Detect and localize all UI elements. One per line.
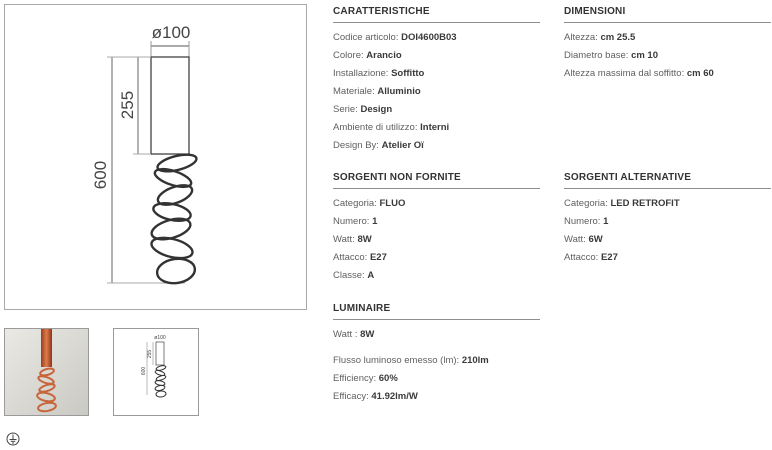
sorgenti-alternative-section — [564, 172, 771, 267]
drawing-thumbnail[interactable] — [113, 328, 199, 416]
photo-lamp-cylinder — [41, 329, 52, 367]
spec-row-codice: Codice articolo: DOI4600B03 — [333, 32, 457, 43]
spec-row-ambiente: Ambiente di utilizzo: Interni — [333, 122, 450, 133]
sa-row-attacco: Attacco: E27 — [564, 252, 618, 263]
mini-total-label: 600 — [141, 366, 147, 376]
lum-row-watt: Watt : 8W — [333, 329, 375, 340]
total-height-label: 600 — [91, 160, 110, 190]
mini-top-label: 255 — [147, 349, 153, 359]
dimensioni-title: DIMENSIONI — [564, 6, 771, 23]
dimensioni-section — [564, 6, 771, 83]
snf-row-numero: Numero: 1 — [333, 216, 378, 227]
sa-row-categoria: Categoria: LED RETROFIT — [564, 198, 680, 209]
ground-symbol-icon — [6, 432, 20, 446]
diameter-label: ø100 — [151, 23, 191, 42]
dim-row-diametro: Diametro base: cm 10 — [564, 50, 658, 61]
caratteristiche-title: CARATTERISTICHE — [333, 6, 540, 23]
sorgenti-alternative-title: SORGENTI ALTERNATIVE — [564, 172, 771, 189]
top-height-label: 255 — [118, 90, 137, 120]
mini-diameter-label: ø100 — [154, 335, 166, 341]
caratteristiche-section — [333, 6, 540, 155]
sorgenti-non-fornite-section — [333, 172, 540, 285]
snf-row-categoria: Categoria: FLUO — [333, 198, 406, 209]
snf-row-attacco: Attacco: E27 — [333, 252, 387, 263]
lum-row-flusso: Flusso luminoso emesso (lm): 210lm — [333, 355, 489, 366]
luminaire-title: LUMINAIRE — [333, 303, 540, 320]
spec-row-installazione: Installazione: Soffitto — [333, 68, 425, 79]
spec-row-serie: Serie: Design — [333, 104, 393, 115]
dim-row-altezza: Altezza: cm 25.5 — [564, 32, 636, 43]
snf-row-watt: Watt: 8W — [333, 234, 372, 245]
luminaire-section — [333, 303, 540, 406]
dimension-drawing-svg — [5, 5, 308, 311]
lamp-cylinder — [151, 57, 189, 154]
dim-row-altezza-max: Altezza massima dal soffitto: cm 60 — [564, 68, 714, 79]
spec-row-design-by: Design By: Atelier Oï — [333, 140, 424, 151]
snf-row-classe: Classe: A — [333, 270, 375, 281]
sa-row-watt: Watt: 6W — [564, 234, 603, 245]
sorgenti-non-fornite-title: SORGENTI NON FORNITE — [333, 172, 540, 189]
technical-drawing — [4, 4, 307, 310]
spec-row-colore: Colore: Arancio — [333, 50, 402, 61]
product-photo-svg — [5, 329, 89, 416]
sa-row-numero: Numero: 1 — [564, 216, 609, 227]
spiral-rings — [149, 151, 198, 285]
spec-row-materiale: Materiale: Alluminio — [333, 86, 421, 97]
lum-row-efficacy: Efficacy: 41.92lm/W — [333, 391, 418, 402]
product-photo-thumbnail[interactable] — [4, 328, 89, 416]
lum-row-efficiency: Efficiency: 60% — [333, 373, 398, 384]
mini-drawing-svg — [114, 329, 199, 416]
